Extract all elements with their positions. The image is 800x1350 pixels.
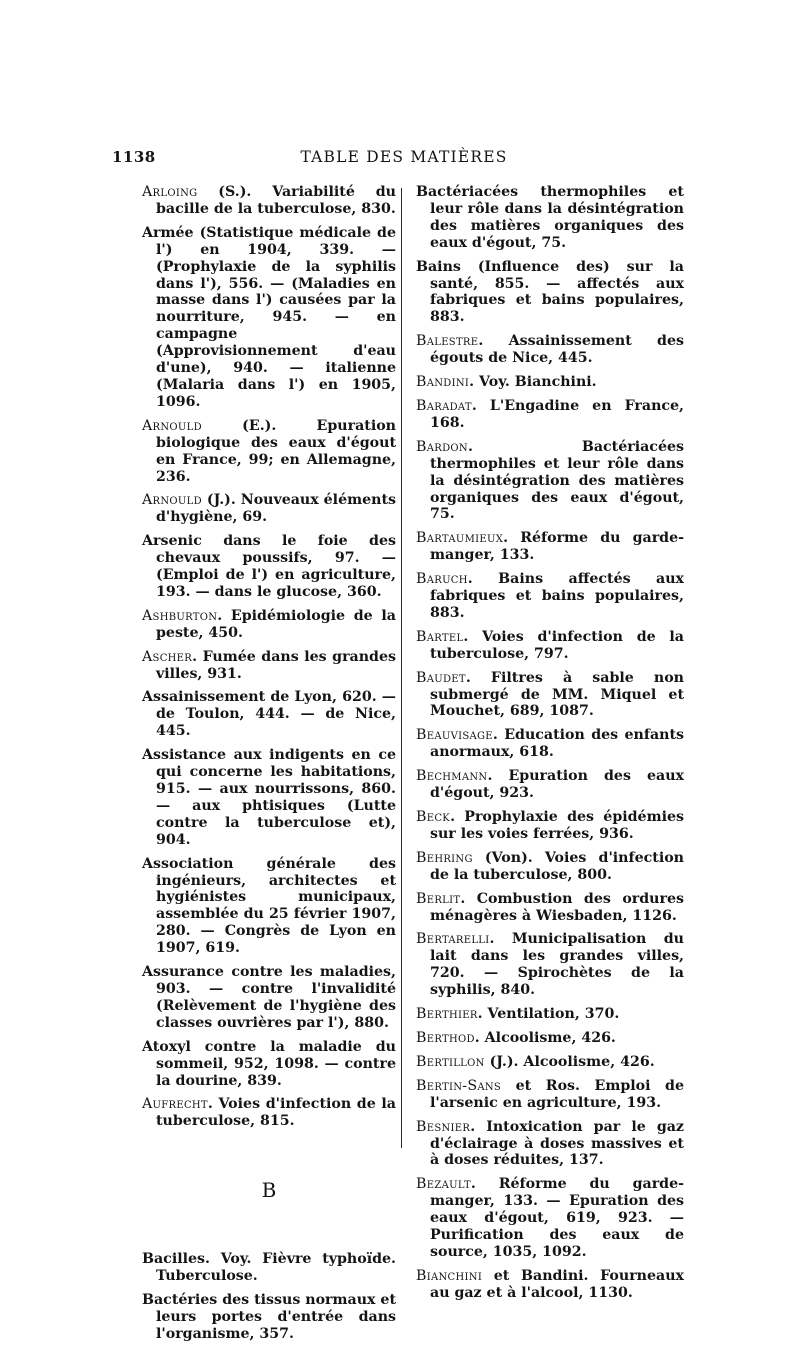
entry-text: . Epidémiologie de la peste, 450. <box>156 607 396 641</box>
author-name: Bardon <box>416 438 468 455</box>
index-entry <box>416 374 684 391</box>
author-name: Bertin-Sans <box>416 1077 502 1094</box>
index-entry <box>142 533 396 601</box>
entry-text: . Réforme du garde-manger, 133. <box>430 530 684 564</box>
author-name: Aufrecht <box>142 1096 208 1113</box>
entry-text: Bains (Influence des) sur la santé, 855. — affectés aux fabriques et bains populaires, 883. <box>416 258 684 326</box>
author-name: Bechmann <box>416 768 488 785</box>
index-entry <box>142 184 396 218</box>
entry-text: et Ros. Emploi de l'arsenic en agriculture, 193. <box>430 1077 684 1111</box>
author-name: Baudet <box>416 669 466 686</box>
entry-text: . Assainissement des égouts de Nice, 445. <box>430 333 684 367</box>
index-entry <box>416 1030 684 1047</box>
index-entry <box>142 856 396 957</box>
entry-text: . Prophylaxie des épidémies sur les voies ferrées, 936. <box>430 809 684 842</box>
entry-text: . L'Engadine en France, 168. <box>430 397 684 431</box>
right-entries <box>416 184 684 1302</box>
index-entry <box>142 964 396 1032</box>
author-name: Bianchini <box>416 1267 483 1284</box>
entry-text: . Fumée dans les grandes villes, 931. <box>156 648 396 682</box>
entry-text: Assainissement de Lyon, 620. — de Toulon, 444. — de Nice, 445. <box>142 689 396 740</box>
entry-text: (S.). Variabilité du bacille de la tuberculose, 830. <box>156 184 396 217</box>
index-entry <box>416 398 684 432</box>
author-name: Bartel <box>416 628 464 645</box>
entry-text: . Epuration des eaux d'égout, 923. <box>430 768 684 802</box>
index-entry <box>416 629 684 663</box>
index-entry <box>416 1006 684 1023</box>
entry-text: Assurance contre les maladies, 903. — contre l'invalidité (Relèvement de l'hygiène des classes ouvrières par l'), 880. <box>142 964 396 1031</box>
author-name: Arnould <box>142 417 202 434</box>
index-entry <box>416 333 684 367</box>
author-name: Beck <box>416 809 451 825</box>
index-entry <box>416 184 684 252</box>
index-entry <box>416 931 684 999</box>
author-name: Arloing <box>142 184 198 200</box>
entry-text: . Municipalisation du lait dans les grandes villes, 720. — Spirochètes de la syphilis, 840. <box>430 931 684 999</box>
entry-text: . Bactériacées thermophiles et leur rôle dans la désintégration des matières organiques des eaux d'égout, 75. <box>430 438 684 523</box>
index-entry <box>416 670 684 721</box>
index-entry <box>416 571 684 622</box>
entry-text: . Alcoolisme, 426. <box>474 1029 616 1046</box>
entry-text: et Bandini. Fourneaux au gaz et à l'alcool, 1130. <box>430 1267 684 1301</box>
entry-text: (J.). Nouveaux éléments d'hygiène, 69. <box>156 492 396 526</box>
entry-text: Association générale des ingénieurs, architectes et hygiénistes municipaux, assemblée du 25 février 1907, 280. — Congrès de Lyon en 1907, 619. <box>142 855 396 957</box>
author-name: Besnier <box>416 1118 471 1135</box>
entry-text: (E.). Epuration biologique des eaux d'égout en France, 99; en Allemagne, 236. <box>156 417 396 485</box>
index-entry <box>416 1119 684 1170</box>
index-entry <box>142 418 396 486</box>
index-entry <box>416 809 684 843</box>
entry-text: . Combustion des ordures ménagères à Wiesbaden, 1126. <box>430 890 684 924</box>
entry-text: Arsenic dans le foie des chevaux poussifs, 97. — (Emploi de l') en agriculture, 193. — dans le glucose, 360. <box>142 533 396 600</box>
running-title: TABLE DES MATIÈRES <box>300 148 508 166</box>
author-name: Baradat <box>416 397 472 414</box>
author-name: Baruch <box>416 571 468 588</box>
index-entry <box>416 1268 684 1302</box>
index-entry <box>142 689 396 740</box>
index-entry <box>416 727 684 761</box>
author-name: Bandini <box>416 374 470 391</box>
index-entry <box>142 492 396 526</box>
entry-text: Bactéries des tissus normaux et leurs portes d'entrée dans l'organisme, 357. <box>142 1291 397 1342</box>
entry-text: . Bains affectés aux fabriques et bains populaires, 883. <box>430 571 684 621</box>
index-entry <box>416 1176 684 1261</box>
index-entry <box>416 259 684 327</box>
index-entry <box>142 1251 396 1285</box>
entry-text: Armée (Statistique médicale de l') en 1904, 339. — (Prophylaxie de la syphilis dans l'), 556. — (Maladies en masse dans l') causées par la nourriture, 945. — en campagne (Approvisionnement d'eau d'une), 940. — italienne (Malaria dans l') en 1905, 1096. <box>142 224 396 410</box>
left-entries-a <box>142 184 396 1130</box>
index-entry <box>416 1078 684 1112</box>
entry-text: Bacilles. Voy. Fièvre typhoïde. Tuberculose. <box>142 1251 396 1285</box>
entry-text: Bactériacées thermophiles et leur rôle dans la désintégration des matières organiques des eaux d'égout, 75. <box>416 184 684 251</box>
author-name: Beauvisage <box>416 727 493 744</box>
entry-text: . Filtres à sable non submergé de MM. Miquel et Mouchet, 689, 1087. <box>430 669 684 720</box>
author-name: Ashburton <box>142 607 218 624</box>
author-name: Berlit <box>416 890 461 907</box>
page-number: 1138 <box>112 148 156 166</box>
entry-text: Assistance aux indigents en ce qui concerne les habitations, 915. — aux nourrissons, 860. — aux phtisiques (Lutte contre la tuberculose et), 904. <box>142 747 396 848</box>
index-entry <box>416 768 684 802</box>
index-entry <box>416 850 684 884</box>
entry-text: . Ventilation, 370. <box>477 1006 620 1023</box>
index-entry <box>416 530 684 564</box>
index-entry <box>142 649 396 683</box>
entry-text: . Education des enfants anormaux, 618. <box>430 727 684 761</box>
author-name: Berthier <box>416 1006 478 1023</box>
author-name: Bertarelli <box>416 931 490 948</box>
entry-text: . Intoxication par le gaz d'éclairage à doses massives et à doses réduites, 137. <box>430 1118 684 1169</box>
index-entry <box>142 1292 396 1343</box>
entry-text: . Voies d'infection de la tuberculose, 815. <box>156 1096 396 1130</box>
index-entry <box>142 608 396 642</box>
index-entry <box>142 1039 396 1090</box>
index-entry <box>416 1054 684 1071</box>
left-entries-b <box>142 1251 396 1343</box>
author-name: Berthod <box>416 1029 475 1046</box>
index-entry <box>416 891 684 925</box>
entry-text: (Von). Voies d'infection de la tuberculose, 800. <box>430 849 684 883</box>
entry-text: . Voies d'infection de la tuberculose, 797. <box>430 628 684 662</box>
author-name: Bertillon <box>416 1053 485 1070</box>
entry-text: Atoxyl contre la maladie du sommeil, 952, 1098. — contre la dourine, 839. <box>142 1038 396 1089</box>
page-header <box>112 148 696 172</box>
author-name: Balestre <box>416 333 479 350</box>
index-entry <box>416 439 684 524</box>
entry-text: (J.). Alcoolisme, 426. <box>484 1053 655 1070</box>
author-name: Bezault <box>416 1176 471 1193</box>
index-entry <box>142 1096 396 1130</box>
right-column <box>416 184 684 1309</box>
index-entry <box>142 225 396 411</box>
entry-text: . Voy. Bianchini. <box>469 374 597 391</box>
author-name: Arnould <box>142 492 202 509</box>
author-name: Behring <box>416 849 473 866</box>
left-column <box>142 184 396 1350</box>
section-letter-heading: B <box>261 1178 277 1203</box>
author-name: Bartaumieux <box>416 530 504 547</box>
author-name: Ascher <box>142 648 193 665</box>
entry-text: . Réforme du garde-manger, 133. — Epuration des eaux d'égout, 619, 923. — Purification des eaux de source, 1035, 1092. <box>430 1176 684 1260</box>
column-divider <box>401 188 402 1148</box>
index-entry <box>142 747 396 848</box>
